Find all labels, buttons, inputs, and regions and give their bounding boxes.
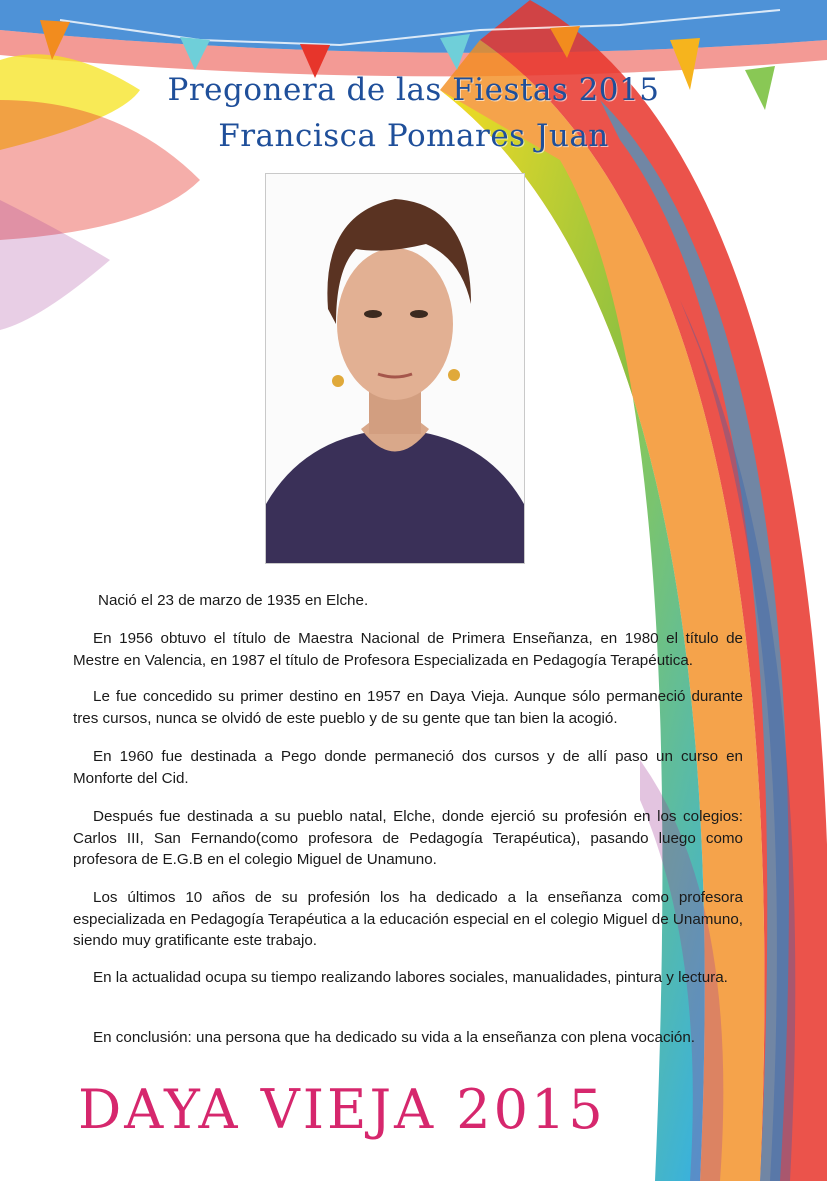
- bio-last-years: Los últimos 10 años de su profesión los ha dedicado a la enseñanza como profesora especializada en Pedagogía Terapéutica a la educación especial en el colegio Miguel de Unamuno, siendo muy gratificante este trabajo.: [73, 889, 743, 949]
- footer-title: DAYA VIEJA 2015: [78, 1078, 606, 1141]
- bio-elche: Después fue destinada a su pueblo natal, Elche, donde ejerció su profesión en los colegios: Carlos III, San Fernando(como profesora de Pedagogía Terapéutica), pasando luego como profesora de E.G.B en el colegio Miguel de Unamuno.: [73, 808, 743, 868]
- bio-current: En la actualidad ocupa su tiempo realizando labores sociales, manualidades, pintura y lectura.: [93, 969, 728, 986]
- bio-birth: Nació el 23 de marzo de 1935 en Elche.: [98, 592, 369, 609]
- page-title-line-1: Pregonera de las Fiestas 2015: [167, 72, 660, 108]
- page-title-line-2: Francisca Pomares Juan: [218, 118, 609, 154]
- bio-first-post: Le fue concedido su primer destino en 1957 en Daya Vieja. Aunque sólo permaneció durante tres cursos, nunca se olvidó de este pueblo y de su gente que tan bien la acogió.: [73, 688, 743, 727]
- bio-education: En 1956 obtuvo el título de Maestra Nacional de Primera Enseñanza, en 1980 el título de Mestre en Valencia, en 1987 el título de Profesora Especializada en Pedagogía Terapéutica.: [73, 630, 743, 669]
- portrait-photo: [265, 173, 525, 564]
- bio-conclusion: En conclusión: una persona que ha dedicado su vida a la enseñanza con plena vocación.: [93, 1029, 696, 1046]
- bio-pego: En 1960 fue destinada a Pego donde permaneció dos cursos y de allí paso un curso en Monforte del Cid.: [73, 748, 743, 787]
